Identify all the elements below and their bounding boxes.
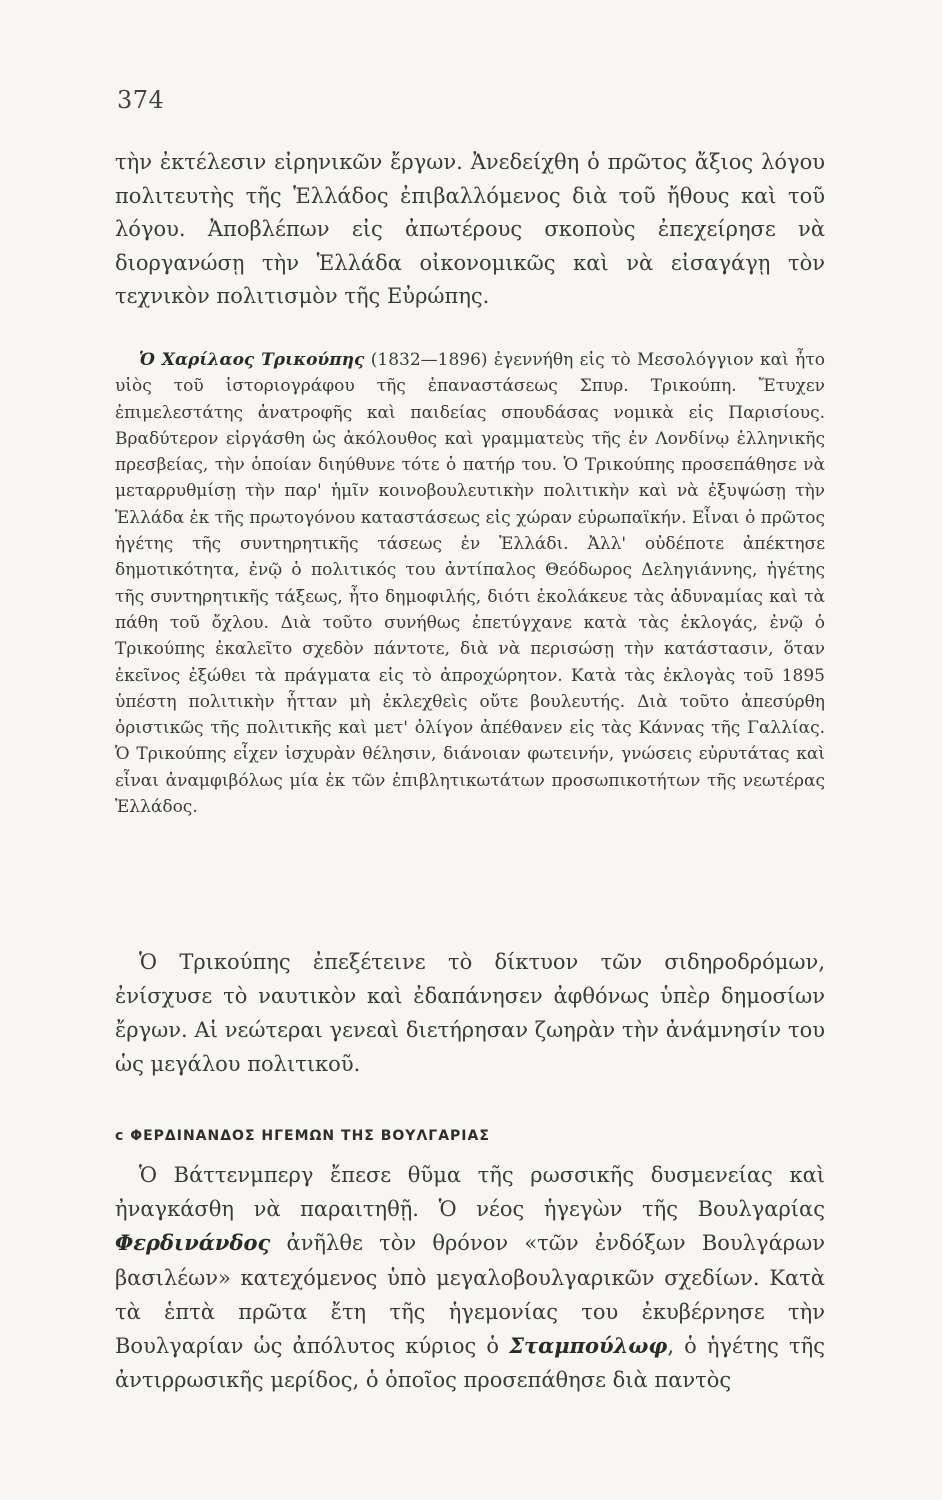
- name-stambolov: Σταμπούλωφ: [509, 1333, 668, 1359]
- section-heading: [115, 1128, 490, 1144]
- biography-name: Ὁ Χαρίλαος Τρικούπης: [139, 350, 365, 370]
- page-number: 374: [117, 86, 165, 114]
- biography-text: (1832—1896) ἐγεννήθη εἰς τὸ Μεσολόγγιον καὶ ἦτο υἱὸς τοῦ ἱστοριογράφου τῆς ἐπαναστάσεως Σπυρ. Τρικούπη. Ἔτυχεν ἐπιμελεστάτης ἀνατροφῆς καὶ παιδείας σπουδάσας νομικὰ εἰς Παρισίους. Βραδύτερον εἰργάσθη ὡς ἀκόλουθος καὶ γραμματεὺς τῆς ἐν Λονδίνῳ ἑλληνικῆς πρεσβείας, τὴν ὁποίαν διηύθυνε τότε ὁ πατήρ του. Ὁ Τρικούπης προσεπάθησε νὰ μεταρρυθμίσῃ τὴν παρ' ἡμῖν κοινοβουλευτικὴν πολιτικὴν καὶ νὰ ἐξυψώσῃ τὴν Ἑλλάδα ἐκ τῆς πρωτογόνου καταστάσεως εἰς χώραν εὐρωπαϊκήν. Εἶναι ὁ πρῶτος ἡγέτης τῆς συντηρητικῆς τάσεως ἐν Ἑλλάδι. Ἀλλ' οὐδέποτε ἀπέκτησε δημοτικότητα, ἐνῷ ὁ πολιτικός του ἀντίπαλος Θεόδωρος Δεληγιάννης, ἡγέτης τῆς συντηρητικῆς τάξεως, ἦτο δημοφιλής, διότι ἐκολάκευε τὰς ἀδυναμίας καὶ τὰ πάθη τοῦ ὄχλου. Διὰ τοῦτο συνήθως ἐπετύγχανε κατὰ τὰς ἐκλογάς, ἐνῷ ὁ Τρικούπης ἐκαλεῖτο σχεδὸν πάντοτε, διὰ νὰ περισώσῃ τὴν κατάστασιν, ὅταν ἐκεῖνος ἐξώθει τὰ πράγματα εἰς τὸ ἀπροχώρητον. Κατὰ τὰς ἐκλογὰς τοῦ 1895 ὑπέστη πολιτικὴν ἧτταν μὴ ἐκλεχθεὶς οὔτε βουλευτής. Διὰ τοῦτο ἀπεσύρθη ὁριστικῶς τῆς πολιτικῆς καὶ μετ' ὀλίγον ἀπέθανεν εἰς τὰς Κάννας τῆς Γαλλίας. Ὁ Τρικούπης εἶχεν ἰσχυρὰν θέλησιν, διάνοιαν φωτεινήν, γνώσεις εὐρυτάτας καὶ εἶναι ἀναμφιβόλως μία ἐκ τῶν ἐπιβλητικωτάτων προσωπικοτήτων τῆς νεωτέρας Ἑλλάδος.: [115, 350, 825, 818]
- section-marker: c: [115, 1128, 125, 1144]
- paragraph-trikoupis-works: [115, 945, 825, 1081]
- biography-note: [115, 347, 825, 820]
- paragraph-continuation: τὴν ἐκτέλεσιν εἰρηνικῶν ἔργων. Ἀνεδείχθη ὁ πρῶτος ἄξιος λόγου πολιτευτὴς τῆς Ἑλλάδος ἐπιβαλλόμενος διὰ τοῦ ἤθους καὶ τοῦ λόγου. Ἀποβλέπων εἰς ἀπωτέρους σκοποὺς ἐπεχείρησε νὰ διοργανώσῃ τὴν Ἑλλάδα οἰκονομικῶς καὶ νὰ εἰσαγάγῃ τὸν τεχνικὸν πολιτισμὸν τῆς Εὐρώπης.: [115, 150, 825, 308]
- name-ferdinand: Φερδινάνδος: [115, 1230, 271, 1256]
- ferdinand-text-1: Ὁ Βάττενμπεργ ἔπεσε θῦμα τῆς ρωσσικῆς δυσμενείας καὶ ἠναγκάσθη νὰ παραιτηθῇ. Ὁ νέος ἡγεγὼν τῆς Βουλγαρίας: [115, 1163, 825, 1222]
- paragraph-ferdinand: [115, 1158, 825, 1397]
- ferdinand-text-2: ἀνῆλθε τὸν θρόνον «τῶν ἐνδόξων Βουλγάρων βασιλέων» κατεχόμενος ὑπὸ μεγαλοβουλγαρικῶν σχεδίων. Κατὰ τὰ ἑπτὰ πρῶτα ἔτη τῆς ἡγεμονίας του ἐκυβέρνησε τὴν Βουλγαρίαν ὡς ἀπόλυτος κύριος ὁ: [115, 1231, 825, 1359]
- ferdinand-text-3: , ὁ ἡγέτης τῆς ἀντιρρωσικῆς μερίδος, ὁ ὁποῖος προσεπάθησε διὰ παντὸς: [115, 1334, 825, 1393]
- paragraph-trikoupis-text: Ὁ Τρικούπης ἐπεξέτεινε τὸ δίκτυον τῶν σιδηροδρόμων, ἐνίσχυσε τὸ ναυτικὸν καὶ ἐδαπάνησεν ἀφθόνως ὑπὲρ δημοσίων ἔργων. Αἱ νεώτεραι γενεαὶ διετήρησαν ζωηρὰν τὴν ἀνάμνησίν του ὡς μεγάλου πολιτικοῦ.: [115, 950, 825, 1076]
- section-title: ΦΕΡΔΙΝΑΝΔΟΣ ΗΓΕΜΩΝ ΤΗΣ ΒΟΥΛΓΑΡΙΑΣ: [130, 1128, 490, 1144]
